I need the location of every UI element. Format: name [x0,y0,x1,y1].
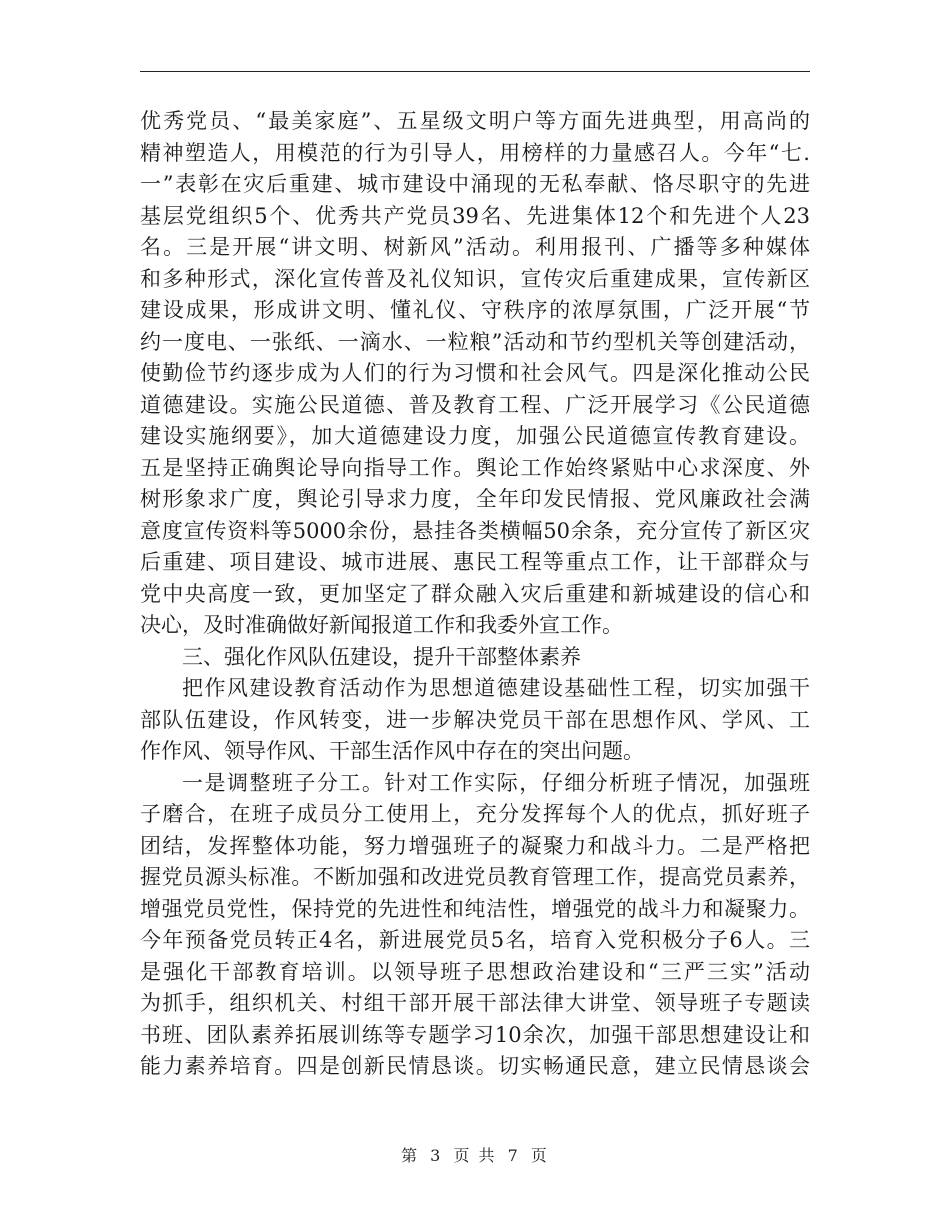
text-line: 道德建设。实施公民道德、普及教育工程、广泛开展学习《公民道德 [140,392,810,417]
text-line: 意度宣传资料等5000余份，悬挂各类横幅50余条，充分宣传了新区灾 [140,518,810,543]
text-line: 作作风、领导作风、干部生活作风中存在的突出问题。 [140,739,644,763]
text-line: 精神塑造人，用模范的行为引导人，用榜样的力量感召人。今年“七. [140,140,810,165]
text-line: 能力素养培育。四是创新民情恳谈。切实畅通民意，建立民情恳谈会 [140,1054,810,1078]
text-line: 书班、团队素养拓展训练等专题学习10余次，加强干部思想建设让和 [140,1022,810,1047]
text-line: 决心，及时准确做好新闻报道工作和我委外宣工作。 [140,613,623,637]
footer-prefix: 第 [401,1146,420,1165]
text-line: 基层党组织5个、优秀共产党员39名、先进集体12个和先进个人23 [140,203,810,228]
header-rule [140,71,810,72]
text-line: 五是坚持正确舆论导向指导工作。舆论工作始终紧贴中心求深度、外 [140,455,810,480]
text-line: 优秀党员、“最美家庭”、五星级文明户等方面先进典型，用高尚的 [140,109,810,133]
text-line: 子磨合，在班子成员分工使用上，充分发挥每个人的优点，抓好班子 [140,802,810,826]
text-line: 一是调整班子分工。针对工作实际，仔细分析班子情况，加强班 [182,770,810,795]
text-line: 后重建、项目建设、城市进展、惠民工程等重点工作，让干部群众与 [140,550,810,574]
text-line: 增强党员党性，保持党的先进性和纯洁性，增强党的战斗力和凝聚力。 [140,896,810,921]
text-line: 约一度电、一张纸、一滴水、一粒粮”活动和节约型机关等创建活动， [140,329,810,354]
footer-suffix: 页 [530,1146,549,1165]
text-line: 建设成果，形成讲文明、懂礼仪、守秩序的浓厚氛围，广泛开展“节 [140,298,810,322]
text-line: 是强化干部教育培训。以领导班子思想政治建设和“三严三实”活动 [140,959,810,984]
text-line: 团结，发挥整体功能，努力增强班子的凝聚力和战斗力。二是严格把 [140,833,810,858]
text-line: 为抓手，组织机关、村组干部开展干部法律大讲堂、领导班子专题读 [140,991,810,1015]
text-line: 建设实施纲要》，加大道德建设力度，加强公民道德宣传教育建设。 [140,424,810,448]
text-line: 名。三是开展“讲文明、树新风”活动。利用报刊、广播等多种媒体 [140,235,810,259]
page-footer [0,1143,950,1166]
document-body [140,106,810,1083]
text-line: 一”表彰在灾后重建、城市建设中涌现的无私奉献、恪尽职守的先进 [140,172,810,196]
text-line: 握党员源头标准。不断加强和改进党员教育管理工作，提高党员素养， [140,865,810,889]
text-line: 今年预备党员转正4名，新进展党员5名，培育入党积极分子6人。三 [140,928,810,952]
text-line: 和多种形式，深化宣传普及礼仪知识，宣传灾后重建成果，宣传新区 [140,266,810,291]
text-line: 党中央高度一致，更加坚定了群众融入灾后重建和新城建设的信心和 [140,581,810,606]
footer-middle: 页 共 [453,1146,497,1165]
text-line: 部队伍建设，作风转变，进一步解决党员干部在思想作风、学风、工 [140,707,810,732]
footer-page-number: 3 [430,1146,443,1165]
text-line: 三、强化作风队伍建设，提升干部整体素养 [182,644,581,669]
text-line: 把作风建设教育活动作为思想道德建设基础性工程，切实加强干 [182,676,810,700]
text-line: 使勤俭节约逐步成为人们的行为习惯和社会风气。四是深化推动公民 [140,361,810,385]
footer-total-pages: 7 [507,1146,520,1165]
text-line: 树形象求广度，舆论引导求力度，全年印发民情报、党风廉政社会满 [140,487,810,511]
